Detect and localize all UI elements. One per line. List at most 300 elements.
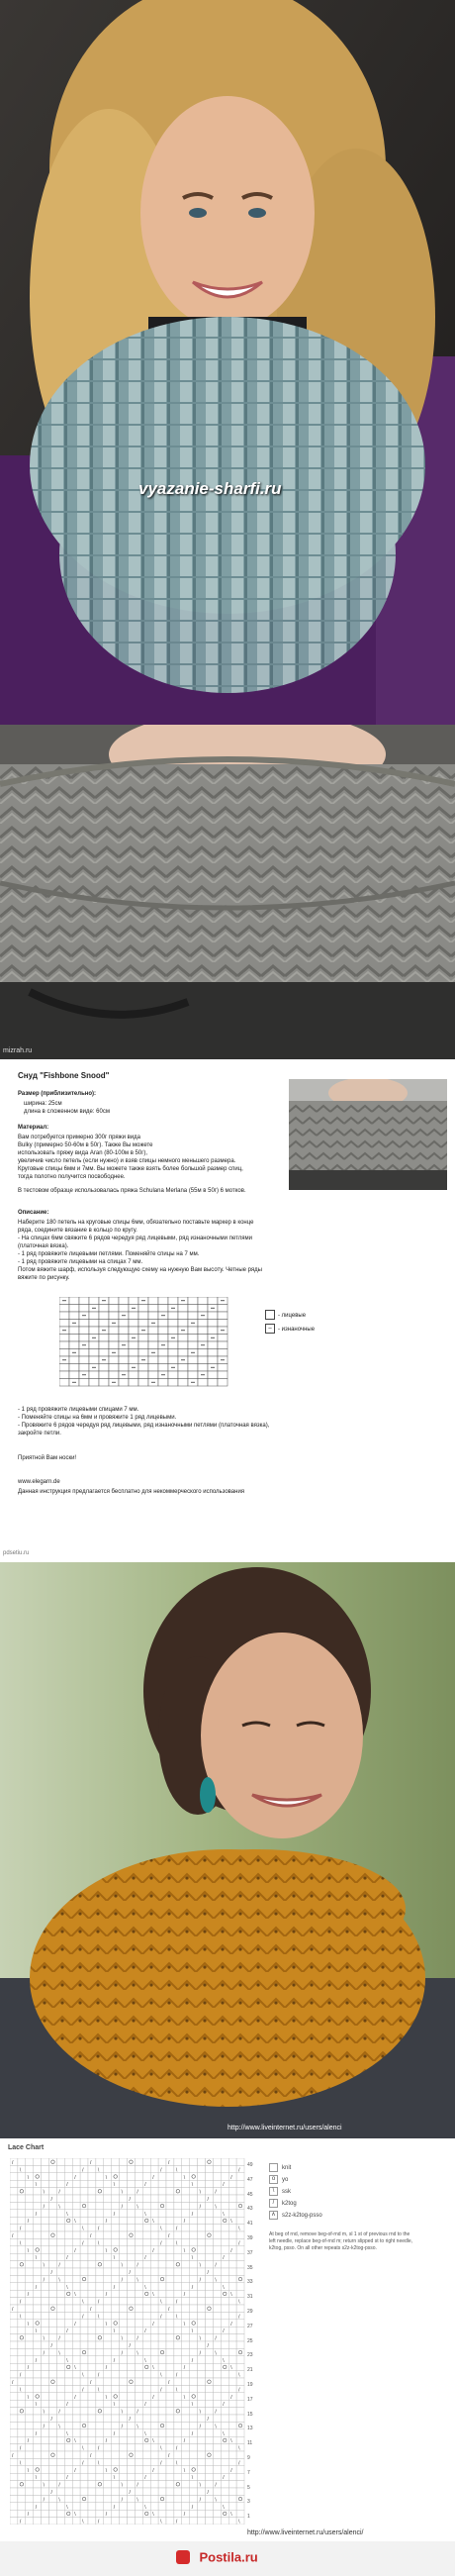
lace-cell [18,2283,26,2290]
lace-cell [120,2415,128,2422]
lace-cell [128,2210,136,2217]
lace-cell [166,2217,174,2224]
lace-cell [135,2488,142,2495]
chart-cell [89,1356,99,1364]
lace-cell [213,2378,221,2385]
decrease-symbol: \ [74,2292,76,2299]
lace-cell [49,2305,57,2312]
lace-cell [18,2173,26,2180]
decrease-symbol: \ [199,2409,201,2416]
description-line: - На спицах 6мм свяжите 6 рядов чередуя ряд лицевыми, ряд изнаночными петлями [18,1236,252,1241]
lace-cell [10,2393,18,2400]
lace-cell [221,2217,228,2224]
lace-cell [174,2305,182,2312]
lace-cell [64,2451,72,2458]
lace-cell [174,2510,182,2517]
lace-cell [221,2393,228,2400]
lace-cell [34,2238,42,2245]
lace-cell [213,2415,221,2422]
lace-cell [34,2415,42,2422]
lace-cell [150,2334,158,2341]
lace-cell [49,2217,57,2224]
lace-cell [198,2371,206,2378]
lace-cell [56,2510,64,2517]
lace-cell [104,2180,112,2187]
decrease-symbol: \ [191,2475,194,2482]
lace-cell [96,2283,104,2290]
lace-cell [182,2378,190,2385]
legend-ssk: \ ssk [269,2186,322,2198]
lace-cell [56,2503,64,2510]
lace-cell [198,2451,206,2458]
knitting-chart [59,1297,257,1396]
lace-cell [72,2238,80,2245]
lace-cell [198,2458,206,2465]
lace-cell [198,2298,206,2305]
lace-cell [166,2165,174,2172]
chart-cell [148,1356,158,1364]
lace-cell [158,2195,166,2202]
lace-cell [158,2473,166,2480]
lace-cell [42,2400,49,2407]
chart-cell [89,1341,99,1349]
chart-cell [109,1335,119,1342]
lace-cell [236,2400,244,2407]
lace-cell [18,2363,26,2370]
chart-cell [188,1364,198,1372]
decrease-symbol: \ [183,2467,186,2474]
lace-cell [72,2488,80,2495]
lace-cell [18,2495,26,2502]
lace-cell [174,2400,182,2407]
lace-cell [96,2466,104,2473]
chart-cell [99,1379,109,1387]
lace-cell [190,2378,198,2385]
lace-cell [213,2488,221,2495]
decrease-symbol: / [144,2255,146,2262]
lace-cell [112,2385,120,2392]
lace-cell [221,2305,228,2312]
lace-cell [80,2180,88,2187]
lace-cell [34,2393,42,2400]
lace-cell [166,2327,174,2333]
lace-cell [228,2481,236,2488]
chart-cell [109,1364,119,1372]
lace-cell [166,2488,174,2495]
lace-cell [206,2290,214,2297]
lace-cell [228,2231,236,2238]
chart-cell [89,1312,99,1320]
lace-cell [236,2158,244,2165]
decrease-symbol: \ [215,2204,217,2211]
lace-cell [128,2356,136,2363]
lace-cell [120,2451,128,2458]
lace-cell [72,2305,80,2312]
brand-logo[interactable] [176,2548,258,2568]
lace-cell [112,2451,120,2458]
lace-cell [80,2253,88,2260]
chart-cell [148,1341,158,1349]
lace-cell [174,2356,182,2363]
url-watermark: http://www.liveinternet.ru/users/alenci [228,2125,342,2131]
lace-cell [42,2378,49,2385]
chart-cell [99,1341,109,1349]
lace-cell [26,2225,34,2231]
lace-cell [72,2444,80,2451]
lace-cell [213,2510,221,2517]
lace-cell [88,2327,96,2333]
lace-cell [10,2481,18,2488]
lace-cell [236,2210,244,2217]
lace-cell [213,2312,221,2319]
lace-cell [80,2503,88,2510]
lace-cell [112,2225,120,2231]
lace-cell [174,2488,182,2495]
lace-cell [236,2488,244,2495]
decrease-symbol: / [160,2460,162,2467]
decrease-symbol: / [152,2247,154,2254]
lace-cell [221,2320,228,2327]
lace-cell [80,2356,88,2363]
chart-cell [158,1320,168,1328]
lace-cell [182,2268,190,2275]
lace-cell [64,2371,72,2378]
lace-cell [142,2363,150,2370]
lace-cell [228,2261,236,2268]
lace-cell [96,2510,104,2517]
chart-cell [158,1379,168,1387]
decrease-symbol: / [82,2460,84,2467]
lace-cell [190,2518,198,2525]
lace-cell [34,2436,42,2443]
lace-cell [213,2400,221,2407]
lace-cell [174,2253,182,2260]
lace-cell [198,2231,206,2238]
lace-cell [182,2298,190,2305]
lace-cell [18,2503,26,2510]
lace-cell [104,2305,112,2312]
chart-cell [188,1327,198,1335]
lace-cell [182,2253,190,2260]
lace-cell [174,2429,182,2436]
decrease-symbol: / [152,2394,154,2401]
lace-cell [236,2202,244,2209]
lace-cell [158,2217,166,2224]
lace-cell [236,2217,244,2224]
lace-cell [18,2195,26,2202]
lace-cell [120,2312,128,2319]
lace-cell [221,2173,228,2180]
lace-cell [56,2210,64,2217]
decrease-symbol: / [129,2197,131,2203]
lace-cell [236,2378,244,2385]
lace-cell [49,2253,57,2260]
materials-line: увеличив число петель (если нужно) и взяв спицы немного меньшего размера. [18,1158,236,1164]
lace-cell [135,2510,142,2517]
chart-cell [138,1379,148,1387]
decrease-symbol: / [58,2482,60,2489]
decrease-symbol: / [19,2372,22,2379]
lace-cell [88,2225,96,2231]
lace-cell [213,2363,221,2370]
lace-cell [96,2481,104,2488]
lace-cell [166,2415,174,2422]
lace-cell [49,2473,57,2480]
lace-cell [236,2268,244,2275]
lace-cell [128,2400,136,2407]
decrease-symbol: \ [82,2299,84,2306]
lace-cell [120,2173,128,2180]
lace-cell [128,2298,136,2305]
chart-cell [148,1297,158,1305]
lace-cell [42,2217,49,2224]
lace-cell [56,2473,64,2480]
decrease-symbol: \ [183,2394,186,2401]
lace-cell [42,2268,49,2275]
lace-cell [128,2436,136,2443]
decrease-symbol: / [136,2335,138,2342]
lace-cell [120,2210,128,2217]
site-link[interactable]: www.elegarn.de [18,1479,60,1485]
lace-cell [96,2334,104,2341]
after-line: закройте петли. [18,1431,61,1437]
lace-chart-grid [10,2158,245,2525]
decrease-symbol: / [160,2240,162,2247]
chart-cell [208,1341,218,1349]
lace-cell [120,2225,128,2231]
lace-cell [104,2415,112,2422]
decrease-symbol: \ [58,2277,60,2284]
chart-cell [129,1320,138,1328]
lace-cell [26,2408,34,2415]
lace-cell [236,2503,244,2510]
lace-cell [72,2225,80,2231]
lace-cell [64,2217,72,2224]
decrease-symbol: \ [183,2321,186,2328]
lace-cell [88,2429,96,2436]
decrease-symbol: / [175,2445,178,2452]
lace-cell [135,2165,142,2172]
lace-cell [18,2320,26,2327]
row-number: 19 [247,2381,253,2388]
lace-cell [166,2444,174,2451]
brand-name: Postila.ru [199,2549,258,2565]
lace-cell [96,2415,104,2422]
decrease-symbol: \ [238,2445,240,2452]
row-number: 39 [247,2234,253,2241]
decrease-symbol: \ [152,2512,154,2519]
lace-cell [104,2444,112,2451]
lace-cell [80,2415,88,2422]
pattern-document [0,1059,455,1562]
photo-teal-cowl[interactable] [0,0,455,725]
decrease-symbol: / [121,2424,123,2430]
lace-cell [49,2422,57,2428]
lace-cell [104,2422,112,2428]
lace-cell [190,2238,198,2245]
lace-cell [166,2400,174,2407]
lace-cell [112,2158,120,2165]
photo-mustard-cowl[interactable] [0,1562,455,2138]
lace-cell [166,2283,174,2290]
lace-cell [182,2488,190,2495]
lace-cell [64,2225,72,2231]
lace-cell [26,2261,34,2268]
lace-cell [18,2510,26,2517]
lace-cell [80,2341,88,2348]
decrease-symbol: \ [82,2519,84,2525]
lace-cell [120,2238,128,2245]
decrease-symbol: / [207,2270,209,2276]
lace-cell [221,2385,228,2392]
lace-cell [64,2165,72,2172]
lace-cell [166,2466,174,2473]
chart-cell [129,1371,138,1379]
lace-cell [221,2225,228,2231]
lace-cell [42,2165,49,2172]
lace-cell [198,2253,206,2260]
chart-cell [69,1371,79,1379]
decrease-symbol: / [74,2321,76,2328]
lace-cell [150,2451,158,2458]
lace-cell [120,2195,128,2202]
lace-cell [182,2341,190,2348]
chart-cell [148,1364,158,1372]
lace-cell [213,2195,221,2202]
chart-cell [129,1327,138,1335]
photo-gray-snood[interactable] [0,725,455,1059]
lace-cell [34,2268,42,2275]
lace-cell [49,2210,57,2217]
lace-cell [42,2436,49,2443]
lace-cell [18,2356,26,2363]
lace-cell [198,2415,206,2422]
lace-cell [80,2429,88,2436]
decrease-symbol: / [74,2394,76,2401]
lace-cell [142,2173,150,2180]
decrease-symbol: \ [27,2394,30,2401]
lace-cell [49,2348,57,2355]
lace-cell [213,2356,221,2363]
description-line: вяжите по рисунку. [18,1275,70,1281]
lace-cell [182,2348,190,2355]
lace-cell [142,2290,150,2297]
lace-cell [64,2481,72,2488]
lace-cell [88,2210,96,2217]
lace-cell [104,2356,112,2363]
lace-cell [120,2283,128,2290]
lace-cell [190,2320,198,2327]
lace-cell [206,2348,214,2355]
lace-cell [120,2363,128,2370]
decrease-symbol: / [43,2350,45,2357]
lace-cell [190,2334,198,2341]
lace-cell [120,2356,128,2363]
chart-cell [99,1371,109,1379]
chart-cell [79,1327,89,1335]
lace-cell [26,2341,34,2348]
lace-cell [182,2334,190,2341]
lace-cell [128,2348,136,2355]
lace-cell [120,2253,128,2260]
decrease-symbol: \ [121,2482,123,2489]
lace-cell [34,2371,42,2378]
decrease-symbol: \ [74,2512,76,2519]
lace-cell [56,2158,64,2165]
lace-cell [26,2348,34,2355]
lace-cell [166,2290,174,2297]
lace-cell [158,2290,166,2297]
lace-cell [34,2481,42,2488]
lace-cell [49,2231,57,2238]
decrease-symbol: \ [27,2321,30,2328]
lace-cell [213,2371,221,2378]
lace-cell [96,2436,104,2443]
decrease-symbol: \ [27,2247,30,2254]
decrease-symbol: / [19,2226,22,2232]
lace-cell [213,2518,221,2525]
decrease-symbol: \ [223,2357,225,2364]
lace-cell [18,2268,26,2275]
lace-cell [18,2422,26,2428]
lace-cell [18,2290,26,2297]
lace-cell [10,2341,18,2348]
chart-cell [69,1297,79,1305]
lace-cell [142,2466,150,2473]
chart-cell [138,1312,148,1320]
lace-cell [10,2202,18,2209]
lace-cell [228,2378,236,2385]
decrease-symbol: / [43,2424,45,2430]
lace-cell [88,2518,96,2525]
decrease-symbol: / [90,2160,92,2166]
decrease-symbol: \ [27,2467,30,2474]
lace-cell [198,2327,206,2333]
decrease-symbol: / [12,2233,14,2239]
decrease-symbol: / [160,2387,162,2394]
lace-cell [150,2305,158,2312]
lace-cell [10,2495,18,2502]
lace-cell [56,2458,64,2465]
decrease-symbol: \ [105,2174,108,2181]
chart-cell [119,1379,129,1387]
lace-cell [80,2195,88,2202]
chart-cell [198,1379,208,1387]
lace-cell [228,2385,236,2392]
lace-cell [26,2371,34,2378]
lace-cell [228,2518,236,2525]
lace-cell [34,2320,42,2327]
lace-cell [72,2473,80,2480]
lace-cell [18,2415,26,2422]
lace-cell [128,2275,136,2282]
lace-cell [135,2436,142,2443]
lace-cell [96,2180,104,2187]
lace-cell [80,2348,88,2355]
lace-cell [112,2217,120,2224]
lace-cell [88,2458,96,2465]
lace-cell [72,2422,80,2428]
lace-cell [72,2210,80,2217]
decrease-symbol: \ [144,2504,146,2511]
lace-cell [64,2458,72,2465]
lace-cell [182,2473,190,2480]
lace-cell [96,2408,104,2415]
lace-cell [158,2451,166,2458]
lace-cell [206,2356,214,2363]
decrease-symbol: / [43,2204,45,2211]
lace-cell [80,2473,88,2480]
